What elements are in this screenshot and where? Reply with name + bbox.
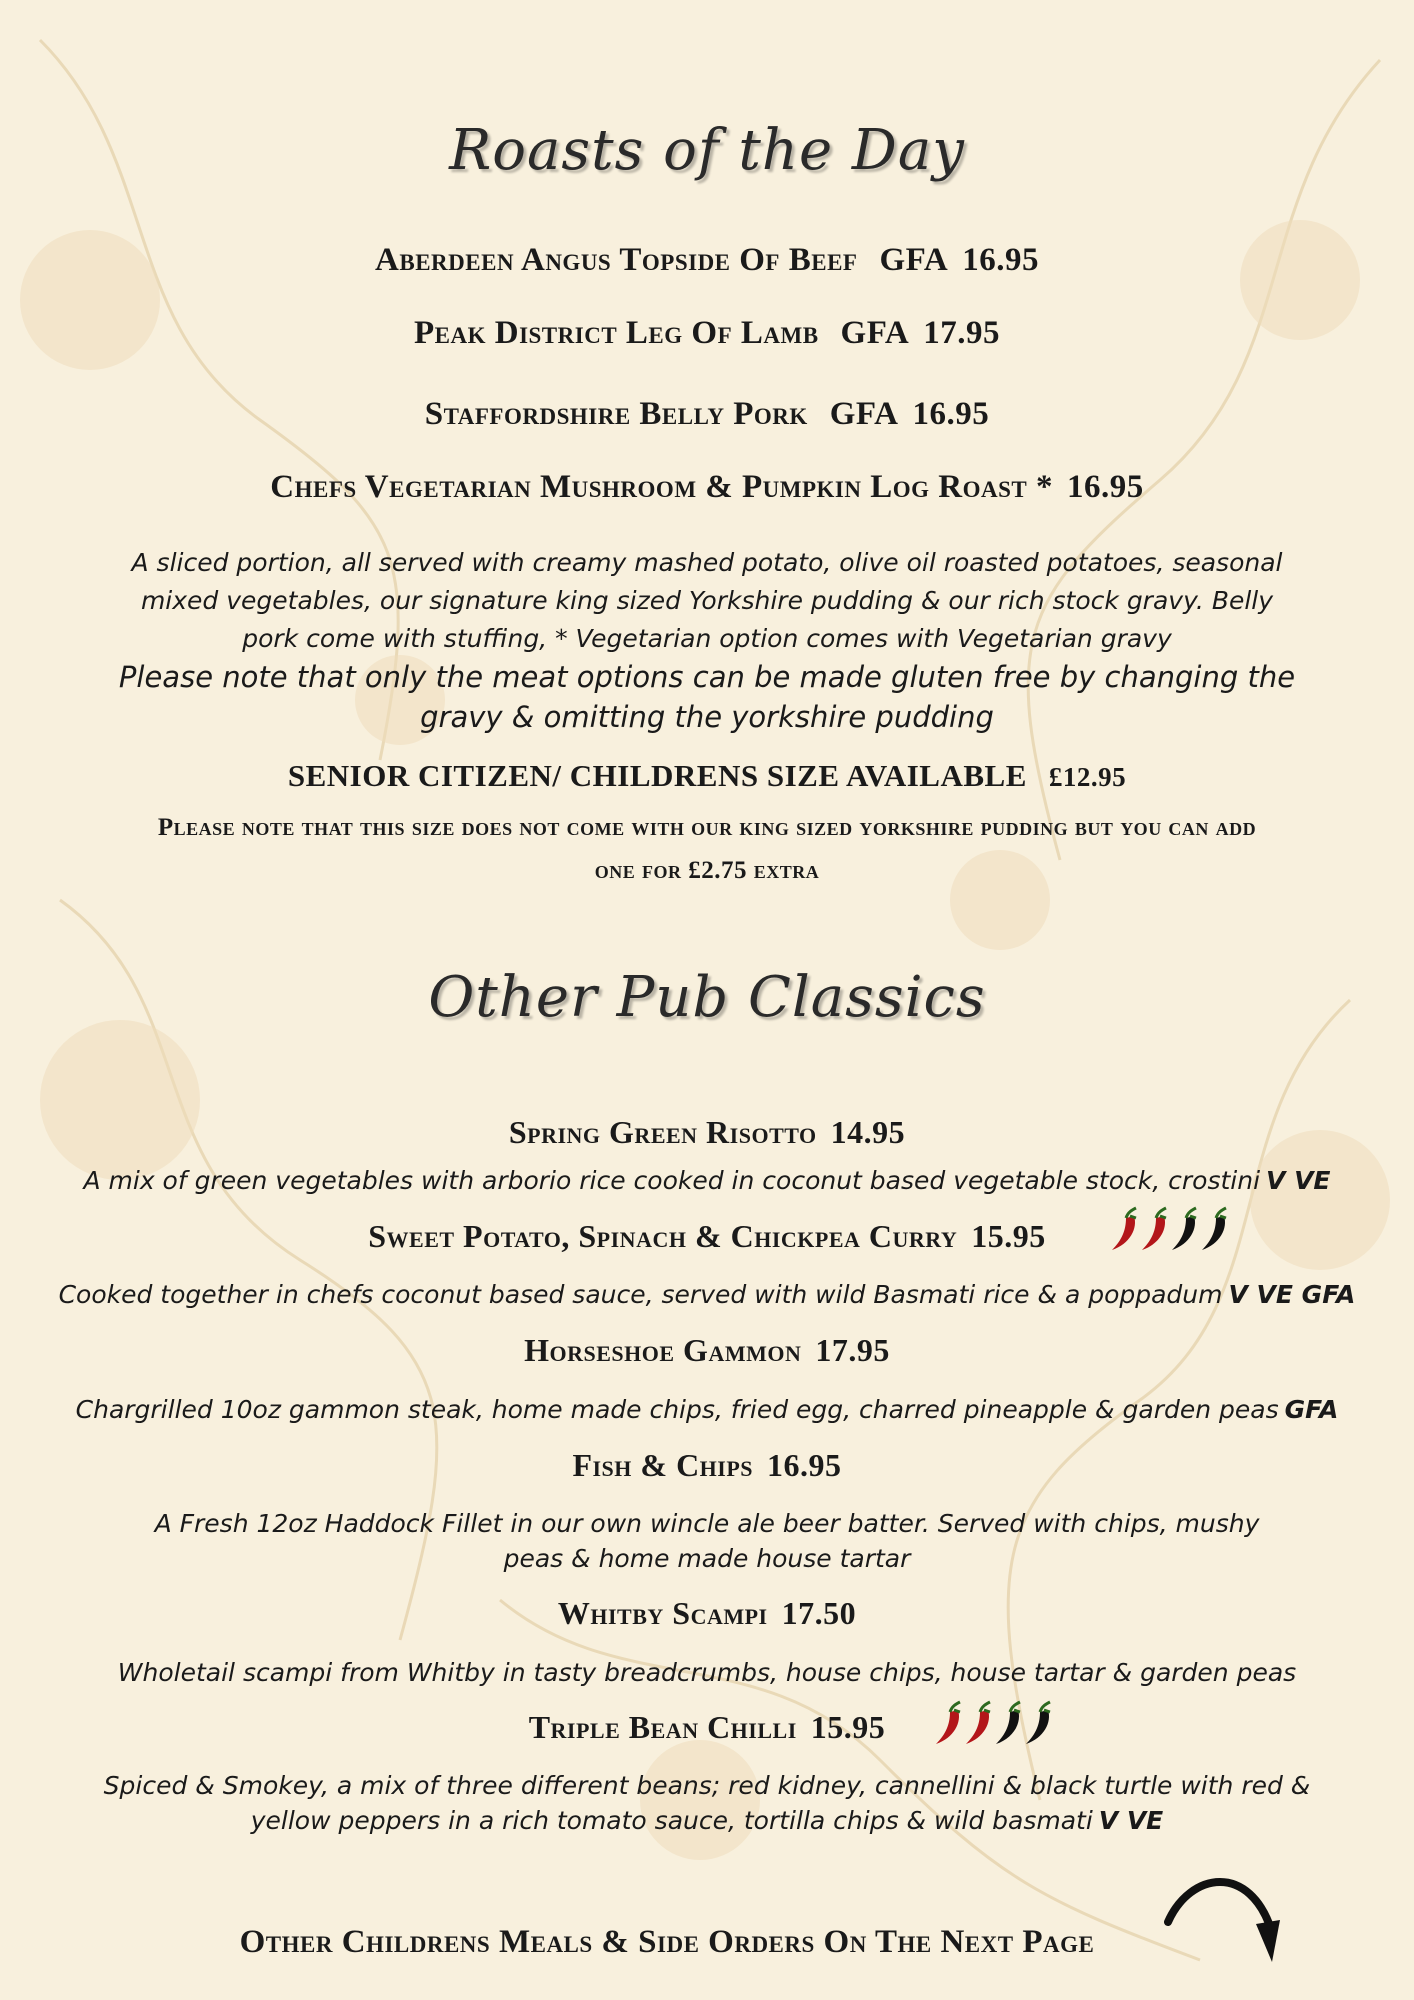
classic-item-description-text: peas & home made house tartar [503,1544,911,1573]
classic-item-description [0,1540,1414,1577]
classic-item-name: Triple Bean Chilli [528,1709,797,1745]
classic-item-description-text: Wholetail scampi from Whitby in tasty breadcrumbs, house chips, house tartar & garden peas [117,1658,1297,1687]
roast-item [0,242,1414,279]
senior-note-line: Please note that this size does not come with our king sized yorkshire pudding but you can add [157,814,1257,841]
heat-rating [932,1700,1052,1751]
heat-rating [1108,1206,1228,1257]
classics-section-title: Other Pub Classics [428,965,986,1030]
roast-item-tag: GFA [879,242,949,278]
roast-item [0,315,1414,352]
gluten-note-line: gravy & omitting the yorkshire pudding [420,700,994,734]
classic-item-name: Whitby Scampi [557,1595,768,1631]
roast-item-name: Peak District Leg Of Lamb [413,315,819,351]
roast-item-tag: GFA [829,396,899,432]
classic-item-description [0,1767,1414,1804]
classic-item-price: 14.95 [830,1114,906,1150]
roast-item-name: Chefs Vegetarian Mushroom & Pumpkin Log Roast * [270,469,1053,505]
gluten-note-line: Please note that only the meat options can be made gluten free by changing the [118,660,1296,694]
classic-item-description [0,1654,1414,1691]
dietary-tag: GFA [1284,1395,1339,1424]
classic-item-name: Sweet Potato, Spinach & Chickpea Curry [368,1218,958,1254]
footer-note: Other Childrens Meals & Side Orders On The Next Page [239,1924,1095,1960]
roast-item-tag: GFA [840,315,910,351]
classic-item-price: 17.50 [781,1595,857,1631]
senior-size-label: SENIOR CITIZEN/ CHILDRENS SIZE AVAILABLE [287,758,1027,793]
classic-item [0,1447,1414,1484]
classic-item-description-text: A mix of green vegetables with arborio rice cooked in coconut based vegetable stock, crostini [83,1166,1261,1195]
classic-item-description-text: Cooked together in chefs coconut based sauce, served with wild Basmati rice & a poppadum [58,1280,1223,1309]
classic-item-description-text: yellow peppers in a rich tomato sauce, tortilla chips & wild basmati [250,1806,1093,1835]
classic-item-description [0,1505,1414,1542]
classic-item-price: 16.95 [767,1447,842,1483]
roast-item-name: Aberdeen Angus Topside Of Beef [375,242,858,278]
roast-description-line: mixed vegetables, our signature king sized Yorkshire pudding & our rich stock gravy. Belly [140,586,1274,615]
curved-arrow-down-icon [1160,1862,1280,1972]
roast-item-price: 16.95 [1067,469,1144,505]
roast-item [0,396,1414,433]
dietary-tag: V VE GFA [1228,1280,1356,1309]
classic-item [0,1709,1414,1746]
chilli-pepper-icon [1168,1206,1202,1252]
dietary-tag: V VE [1098,1806,1164,1835]
dietary-tag: V VE [1266,1166,1331,1195]
classic-item-description [0,1391,1414,1428]
classic-item-name: Spring Green Risotto [508,1114,817,1150]
roast-item-price: 16.95 [962,242,1039,278]
classic-item [0,1332,1414,1369]
classic-item [0,1595,1414,1632]
classic-item-price: 17.95 [815,1332,890,1368]
chilli-pepper-icon [1022,1700,1056,1746]
chilli-pepper-icon [1138,1206,1172,1252]
classic-item-name: Fish & Chips [572,1447,754,1483]
chilli-pepper-icon [992,1700,1026,1746]
classic-item-description [0,1802,1414,1839]
classic-item-price: 15.95 [810,1709,886,1745]
roast-item-price: 16.95 [912,396,990,432]
roast-item [0,469,1414,506]
senior-size-line [0,758,1414,794]
classic-item-description [0,1162,1414,1199]
roast-description-line: pork come with stuffing, * Vegetarian option comes with Vegetarian gravy [242,624,1172,653]
senior-size-price: £12.95 [1048,762,1127,792]
classic-item-description-text: Chargrilled 10oz gammon steak, home made chips, fried egg, charred pineapple & garden peas [75,1395,1279,1424]
senior-note-line: one for £2.75 extra [594,857,820,884]
classic-item-price: 15.95 [971,1218,1046,1254]
chilli-pepper-icon [1198,1206,1232,1252]
roast-item-name: Staffordshire Belly Pork [424,396,808,432]
classic-item [0,1114,1414,1151]
chilli-pepper-icon [932,1700,966,1746]
roast-item-price: 17.95 [923,315,1001,351]
classic-item-description [0,1276,1414,1313]
classic-item-name: Horseshoe Gammon [524,1332,802,1368]
chilli-pepper-icon [962,1700,996,1746]
classic-item-description-text: A Fresh 12oz Haddock Fillet in our own wincle ale beer batter. Served with chips, mushy [154,1509,1260,1538]
roast-description-line: A sliced portion, all served with creamy mashed potato, olive oil roasted potatoes, seasonal [131,548,1283,577]
chilli-pepper-icon [1108,1206,1142,1252]
classic-item-description-text: Spiced & Smokey, a mix of three different beans; red kidney, cannellini & black turtle with red & [103,1771,1311,1800]
roasts-section-title: Roasts of the Day [449,118,965,183]
